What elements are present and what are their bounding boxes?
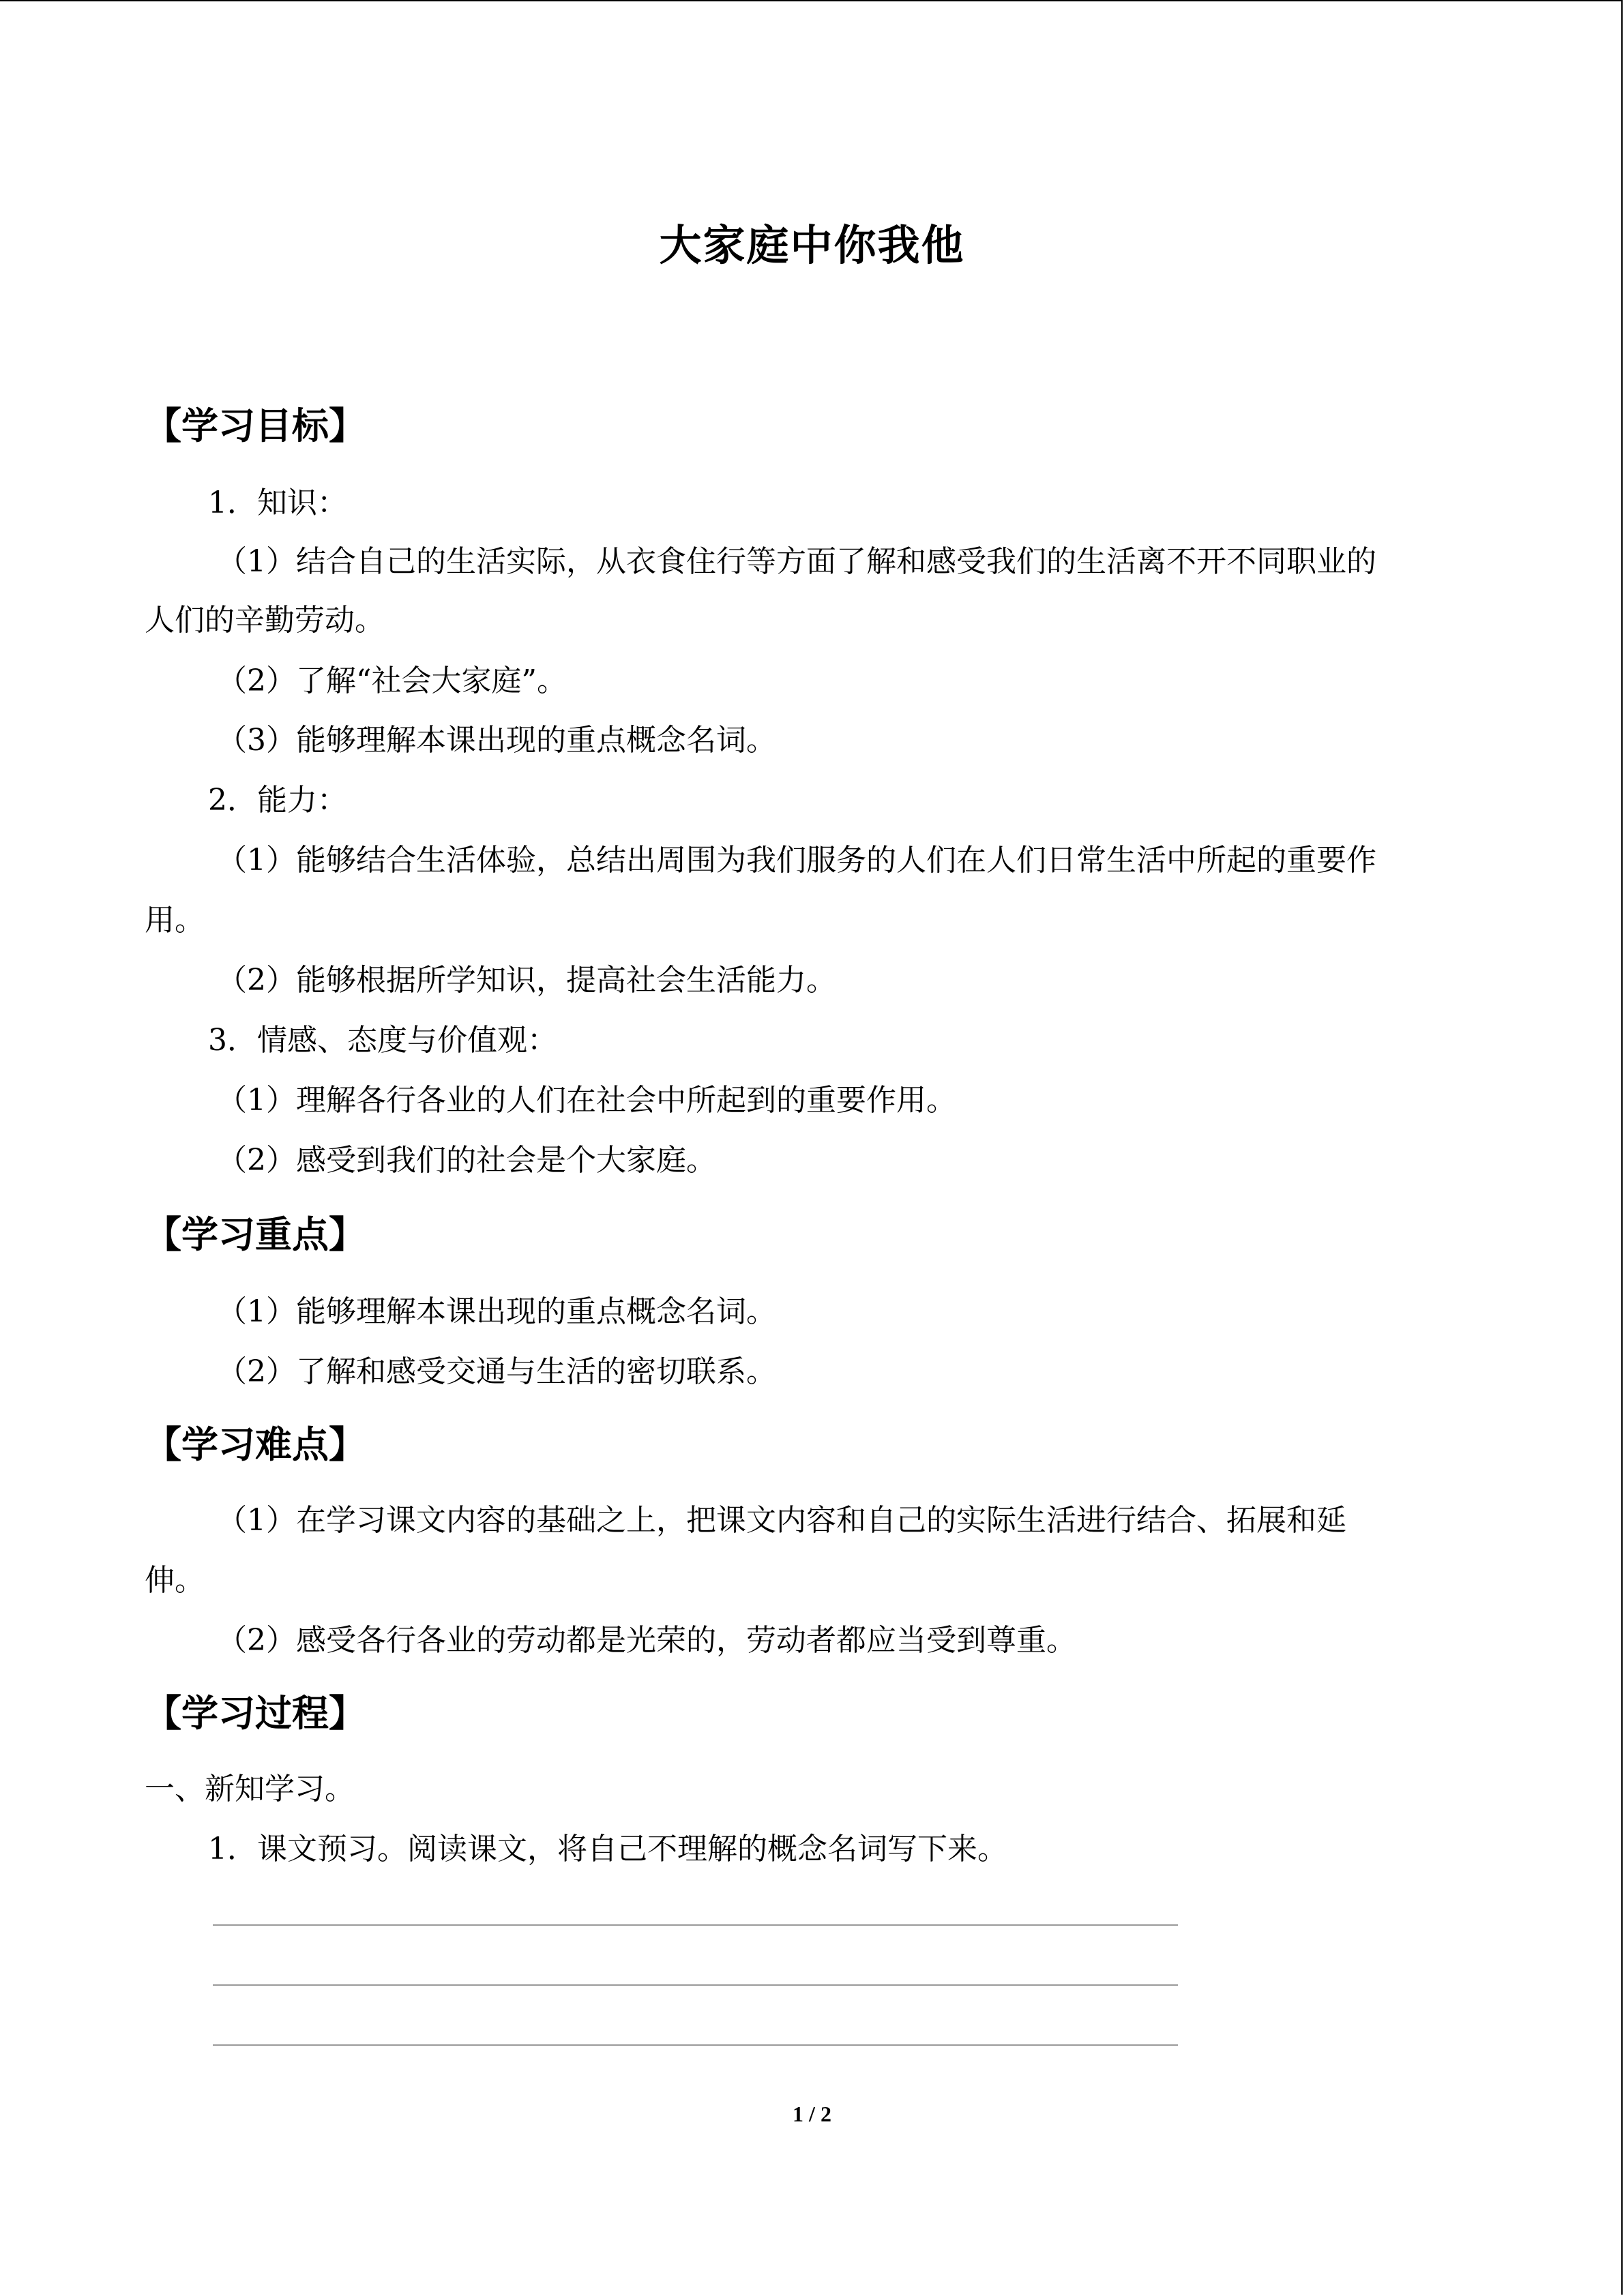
difficulty-line: 伸。 — [145, 1563, 205, 1598]
objective-line: （1）理解各行各业的人们在社会中所起到的重要作用。 — [217, 1083, 956, 1118]
process-line: 1．课文预习。阅读课文，将自己不理解的概念名词写下来。 — [208, 1832, 1007, 1866]
objective-line: （2）能够根据所学知识，提高社会生活能力。 — [217, 963, 836, 998]
section-heading-process: 【学习过程】 — [145, 1692, 366, 1735]
difficulty-line: （1）在学习课文内容的基础之上，把课文内容和自己的实际生活进行结合、拓展和延 — [217, 1503, 1346, 1538]
section-heading-key-points: 【学习重点】 — [145, 1213, 366, 1256]
page-number: 1 / 2 — [793, 2102, 831, 2126]
objective-line: （3）能够理解本课出现的重点概念名词。 — [217, 723, 776, 758]
process-line: 一、新知学习。 — [145, 1772, 355, 1806]
objective-line: （2）感受到我们的社会是个大家庭。 — [217, 1143, 716, 1178]
key-point-line: （2）了解和感受交通与生活的密切联系。 — [217, 1354, 776, 1389]
difficulty-line: （2）感受各行各业的劳动都是光荣的，劳动者都应当受到尊重。 — [217, 1623, 1076, 1658]
key-point-line: （1）能够理解本课出现的重点概念名词。 — [217, 1294, 776, 1329]
answer-blank-line[interactable] — [213, 2044, 1178, 2046]
document-title: 大家庭中你我他 — [659, 220, 965, 270]
objective-line: 用。 — [145, 903, 205, 938]
objective-line: 3．情感、态度与价值观： — [208, 1023, 557, 1058]
objective-line: 人们的辛勤劳动。 — [145, 603, 385, 638]
objective-line: 2．能力： — [208, 783, 347, 818]
answer-blank-line[interactable] — [213, 1924, 1178, 1926]
objective-line: （1）结合自己的生活实际，从衣食住行等方面了解和感受我们的生活离不开不同职业的 — [217, 544, 1376, 579]
answer-blank-line[interactable] — [213, 1984, 1178, 1986]
objective-line: 1．知识： — [208, 486, 347, 520]
section-heading-objectives: 【学习目标】 — [145, 404, 366, 447]
objective-line: （1）能够结合生活体验，总结出周围为我们服务的人们在人们日常生活中所起的重要作 — [217, 843, 1376, 878]
section-heading-difficulties: 【学习难点】 — [145, 1423, 366, 1466]
objective-line: （2）了解“社会大家庭”。 — [217, 664, 567, 698]
